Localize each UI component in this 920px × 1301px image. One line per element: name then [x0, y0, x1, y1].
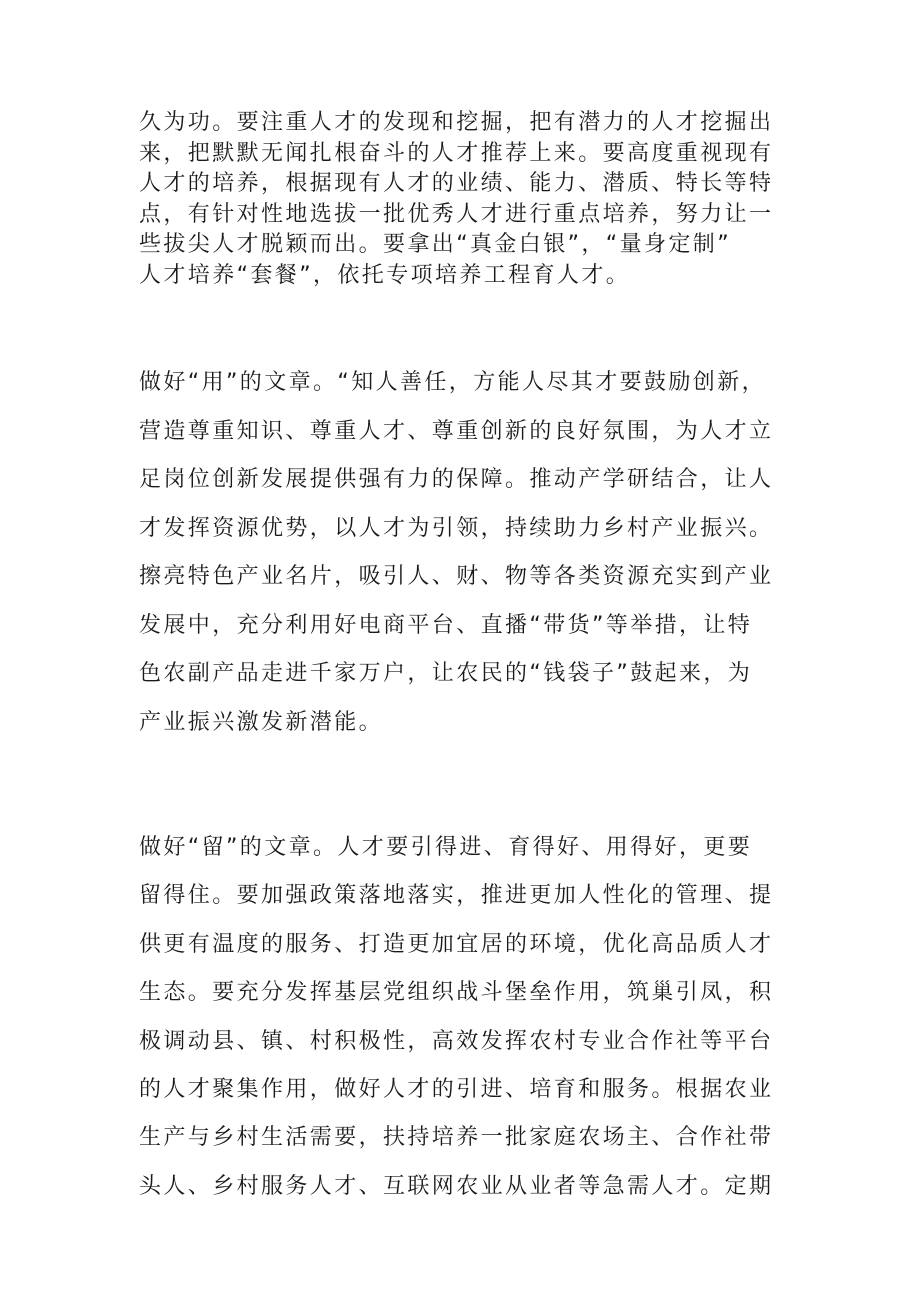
text-line: 来，把默默无闻扎根奋斗的人才推荐上来。要高度重视现有: [139, 140, 774, 166]
text-line: 足岗位创新发展提供强有力的保障。推动产学研结合，让人: [139, 467, 774, 492]
text-line: 做好“留”的文章。人才要引得进、育得好、用得好，更要: [139, 835, 753, 860]
text-line: 擦亮特色产业名片，吸引人、财、物等各类资源充实到产业: [139, 564, 774, 589]
text-line: 营造尊重知识、尊重人才、尊重创新的良好氛围，为人才立: [139, 418, 774, 444]
text-line: 做好“用”的文章。“知人善任，方能人尽其才要鼓励创新，: [139, 370, 766, 395]
text-line: 久为功。要注重人才的发现和挖掘，把有潜力的人才挖掘出: [139, 110, 774, 135]
text-line: 的人才聚集作用，做好人才的引进、培育和服务。根据农业: [139, 1076, 774, 1102]
text-line: 留得住。要加强政策落地落实，推进更加人性化的管理、提: [139, 883, 774, 909]
text-line: 极调动县、镇、村积极性，高效发挥农村专业合作社等平台: [139, 1028, 774, 1054]
text-line: 生产与乡村生活需要，扶持培养一批家庭农场主、合作社带: [139, 1125, 774, 1151]
text-line: 产业振兴激发新潜能。: [139, 709, 384, 735]
paragraph-retain-talent: [139, 824, 799, 1211]
paragraph-cultivate-talent: [139, 108, 799, 291]
paragraph-use-talent: [139, 359, 799, 747]
text-line: 人才培养“套餐”，依托专项培养工程育人才。: [139, 262, 631, 288]
text-line: 生态。要充分发挥基层党组织战斗堡垒作用，筑巢引凤，积: [139, 980, 774, 1006]
text-line: 色农副产品走进千家万户，让农民的“钱袋子”鼓起来，为: [139, 661, 753, 686]
text-line: 些拔尖人才脱颖而出。要拿出“真金白银”，“量身定制”: [139, 232, 731, 257]
text-line: 供更有温度的服务、打造更加宜居的环境，优化高品质人才: [139, 931, 774, 957]
text-line: 发展中，充分利用好电商平台、直播“带货”等举措，让特: [139, 612, 753, 638]
text-line: 头人、乡村服务人才、互联网农业从业者等急需人才。定期: [139, 1173, 774, 1199]
text-line: 才发挥资源优势，以人才为引领，持续助力乡村产业振兴。: [139, 515, 774, 541]
text-line: 点，有针对性地选拔一批优秀人才进行重点培养，努力让一: [139, 201, 774, 227]
text-line: 人才的培养，根据现有人才的业绩、能力、潜质、特长等特: [139, 171, 774, 196]
